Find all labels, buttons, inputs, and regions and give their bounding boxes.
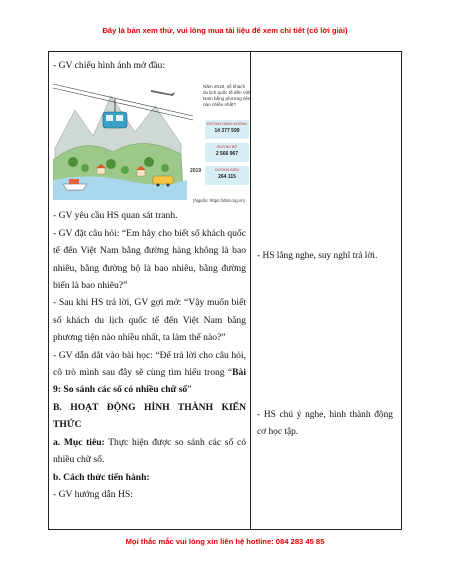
- section-heading: B. HOẠT ĐỘNG HÌNH THÀNH KIẾN THỨC: [53, 401, 246, 431]
- intro-text: - GV chiếu hình ảnh mở đầu:: [53, 60, 166, 71]
- prompt-text: - Sau khi HS trả lời, GV gợi mở: “Vậy muốn biết số khách du lịch quốc tế đến Việt Nam bằng phương tiện nào nhiều nhất, ta làm thế nào?”: [53, 297, 246, 344]
- lead-in-prefix: - GV dẫn dắt vào bài học: “Để trả lời cho câu hỏi, cô trò mình sau đây sẽ cùng tìm hiểu trong “: [53, 349, 246, 379]
- figure-year: 2019: [190, 168, 202, 175]
- method-heading: b. Cách thức tiến hành:: [53, 471, 150, 483]
- stat-value: 264 115: [218, 174, 236, 181]
- student-activity-cell: [251, 52, 402, 530]
- figure-source: (Nguồn: https://dtst.org.vn): [193, 198, 245, 204]
- stat-label: ĐƯỜNG HÀNG KHÔNG: [207, 122, 247, 127]
- stat-label: ĐƯỜNG BIỂN: [215, 168, 239, 173]
- figure-question: Năm 2019, số khách du lịch quốc tế đến Việt Nam bằng phương tiện nào nhiều nhất?: [203, 84, 251, 108]
- table-row: [49, 52, 402, 530]
- question-text: - GV đặt câu hỏi: “Em hãy cho biết số khách quốc tế đến Việt Nam bằng đường hàng không là bao nhiêu, bằng đường bộ là bao nhiêu, bằng đường biển là bao nhiêu?”: [53, 227, 246, 292]
- preview-banner: Đây là bản xem thử, vui lòng mua tài liệu để xem chi tiết (có lời giải): [102, 26, 348, 35]
- observe-text: - GV yêu cầu HS quan sát tranh.: [53, 210, 178, 222]
- stat-box-air: [205, 120, 249, 139]
- tourism-illustration: [53, 76, 251, 204]
- lesson-title: Bài 9: So sánh các số có nhiều chữ số: [53, 367, 246, 396]
- student-response-1: - HS lắng nghe, suy nghĩ trả lời.: [257, 251, 378, 261]
- guide-text: - GV hướng dẫn HS:: [53, 488, 133, 500]
- stat-box-sea: [205, 166, 249, 185]
- goal-text: [53, 434, 246, 469]
- teacher-activity-cell: [49, 52, 251, 530]
- stat-box-road: [205, 143, 249, 162]
- lead-in-text: [53, 347, 246, 399]
- goal-label: a. Mục tiêu:: [53, 436, 105, 448]
- goal-body: Thực hiện được so sánh các số có nhiều chữ số.: [53, 436, 247, 466]
- stat-label: ĐƯỜNG BỘ: [216, 145, 238, 150]
- hotline-banner: Mọi thắc mắc vui lòng xin liên hệ hotline: 084 283 45 85: [125, 537, 325, 546]
- lesson-plan-table: [48, 51, 402, 530]
- lead-in-suffix: ”: [187, 384, 192, 396]
- stat-value: 2 566 967: [215, 151, 239, 158]
- stat-value: 14 377 599: [214, 128, 240, 135]
- student-response-2: - HS chú ý nghe, hình thành động cơ học tập.: [257, 410, 393, 438]
